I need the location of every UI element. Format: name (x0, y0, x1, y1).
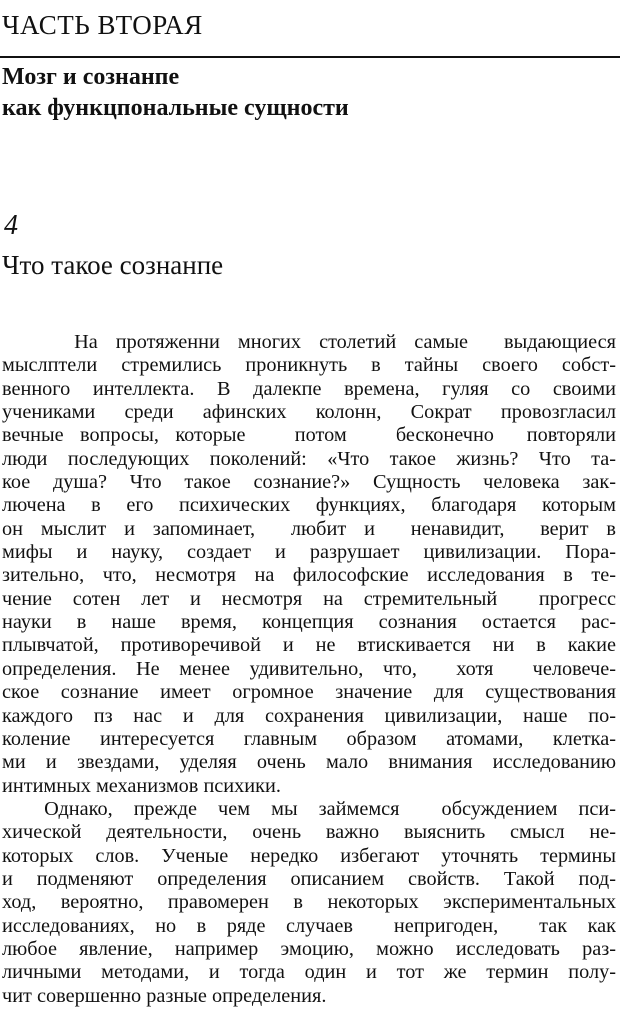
body-line: чение сотен лет и несмотря на стремительный прогресс (2, 587, 616, 610)
body-line: мифы и науку, создает и разрушает цивилизации. Пора- (2, 541, 616, 564)
body-line: которых слов. Ученые нередко избегают уточнять термины (2, 844, 616, 867)
chapter-title: Что такое сознанпе (2, 250, 224, 280)
body-line: науки в наше время, концепция сознания остается рас- (2, 611, 616, 634)
body-line: исследованиях, но в ряде случаев непригоден, так как (2, 914, 616, 937)
chapter-number: 4 (4, 210, 18, 241)
body-line: интимных механизмов психики. (2, 774, 281, 797)
body-line: Однако, прежде чем мы займемся обсуждением пси- (2, 797, 616, 820)
section-title-line: Мозг и сознанпе (2, 64, 180, 90)
body-line: вечные вопросы, которые потом бесконечно повторяли (2, 424, 616, 447)
section-title (2, 62, 349, 124)
body-line: чит совершенно разные определения. (2, 984, 327, 1007)
section-title-line: как функцпональные сущности (2, 95, 349, 121)
body-line: ми и звездами, уделяя очень мало внимания исследованию (2, 751, 616, 774)
body-line: мыслптели стремились проникнуть в тайны своего собст- (2, 354, 616, 377)
body-line: венного интеллекта. В далекпе времена, гуляя со своими (2, 377, 616, 400)
body-line: личными методами, и тогда один и тот же термин полу- (2, 961, 616, 984)
body-line: лючена в его психических функциях, благодаря которым (2, 494, 616, 517)
body-line: На протяженни многих столетий самые выдающиеся (2, 331, 616, 353)
body-line: он мыслит и запоминает, любит и ненавидит, верит в (2, 517, 616, 540)
body-line: кое душа? Что такое сознание?» Сущность человека зак- (2, 471, 616, 494)
body-line: ход, вероятно, правомерен в некоторых экспериментальных (2, 891, 616, 914)
body-line: каждого пз нас и для сохранения цивилизации, наше по- (2, 704, 616, 727)
body-line: определения. Не менее удивительно, что, хотя человече- (2, 657, 616, 680)
body-line: люди последующих поколений: «Что такое жизнь? Что та- (2, 447, 616, 470)
body-line: плывчатой, противоречивой и не втискивается ни в какие (2, 634, 616, 657)
body-line: и подменяют определения описанием свойств. Такой под- (2, 867, 616, 890)
part-title: ЧАСТЬ ВТОРАЯ (2, 10, 203, 40)
body-line: любое явление, например эмоцию, можно исследовать раз- (2, 937, 616, 960)
body-line: хической деятельности, очень важно выяснить смысл не- (2, 821, 616, 844)
body-text (2, 331, 616, 1008)
body-line: учениками среди афинских колонн, Сократ провозгласил (2, 401, 616, 424)
body-line: коление интересуется главным образом атомами, клетка- (2, 727, 616, 750)
body-line: зительно, что, несмотря на философские исследования в те- (2, 564, 616, 587)
header-rule (0, 56, 620, 58)
body-line: ское сознание имеет огромное значение для существования (2, 681, 616, 704)
